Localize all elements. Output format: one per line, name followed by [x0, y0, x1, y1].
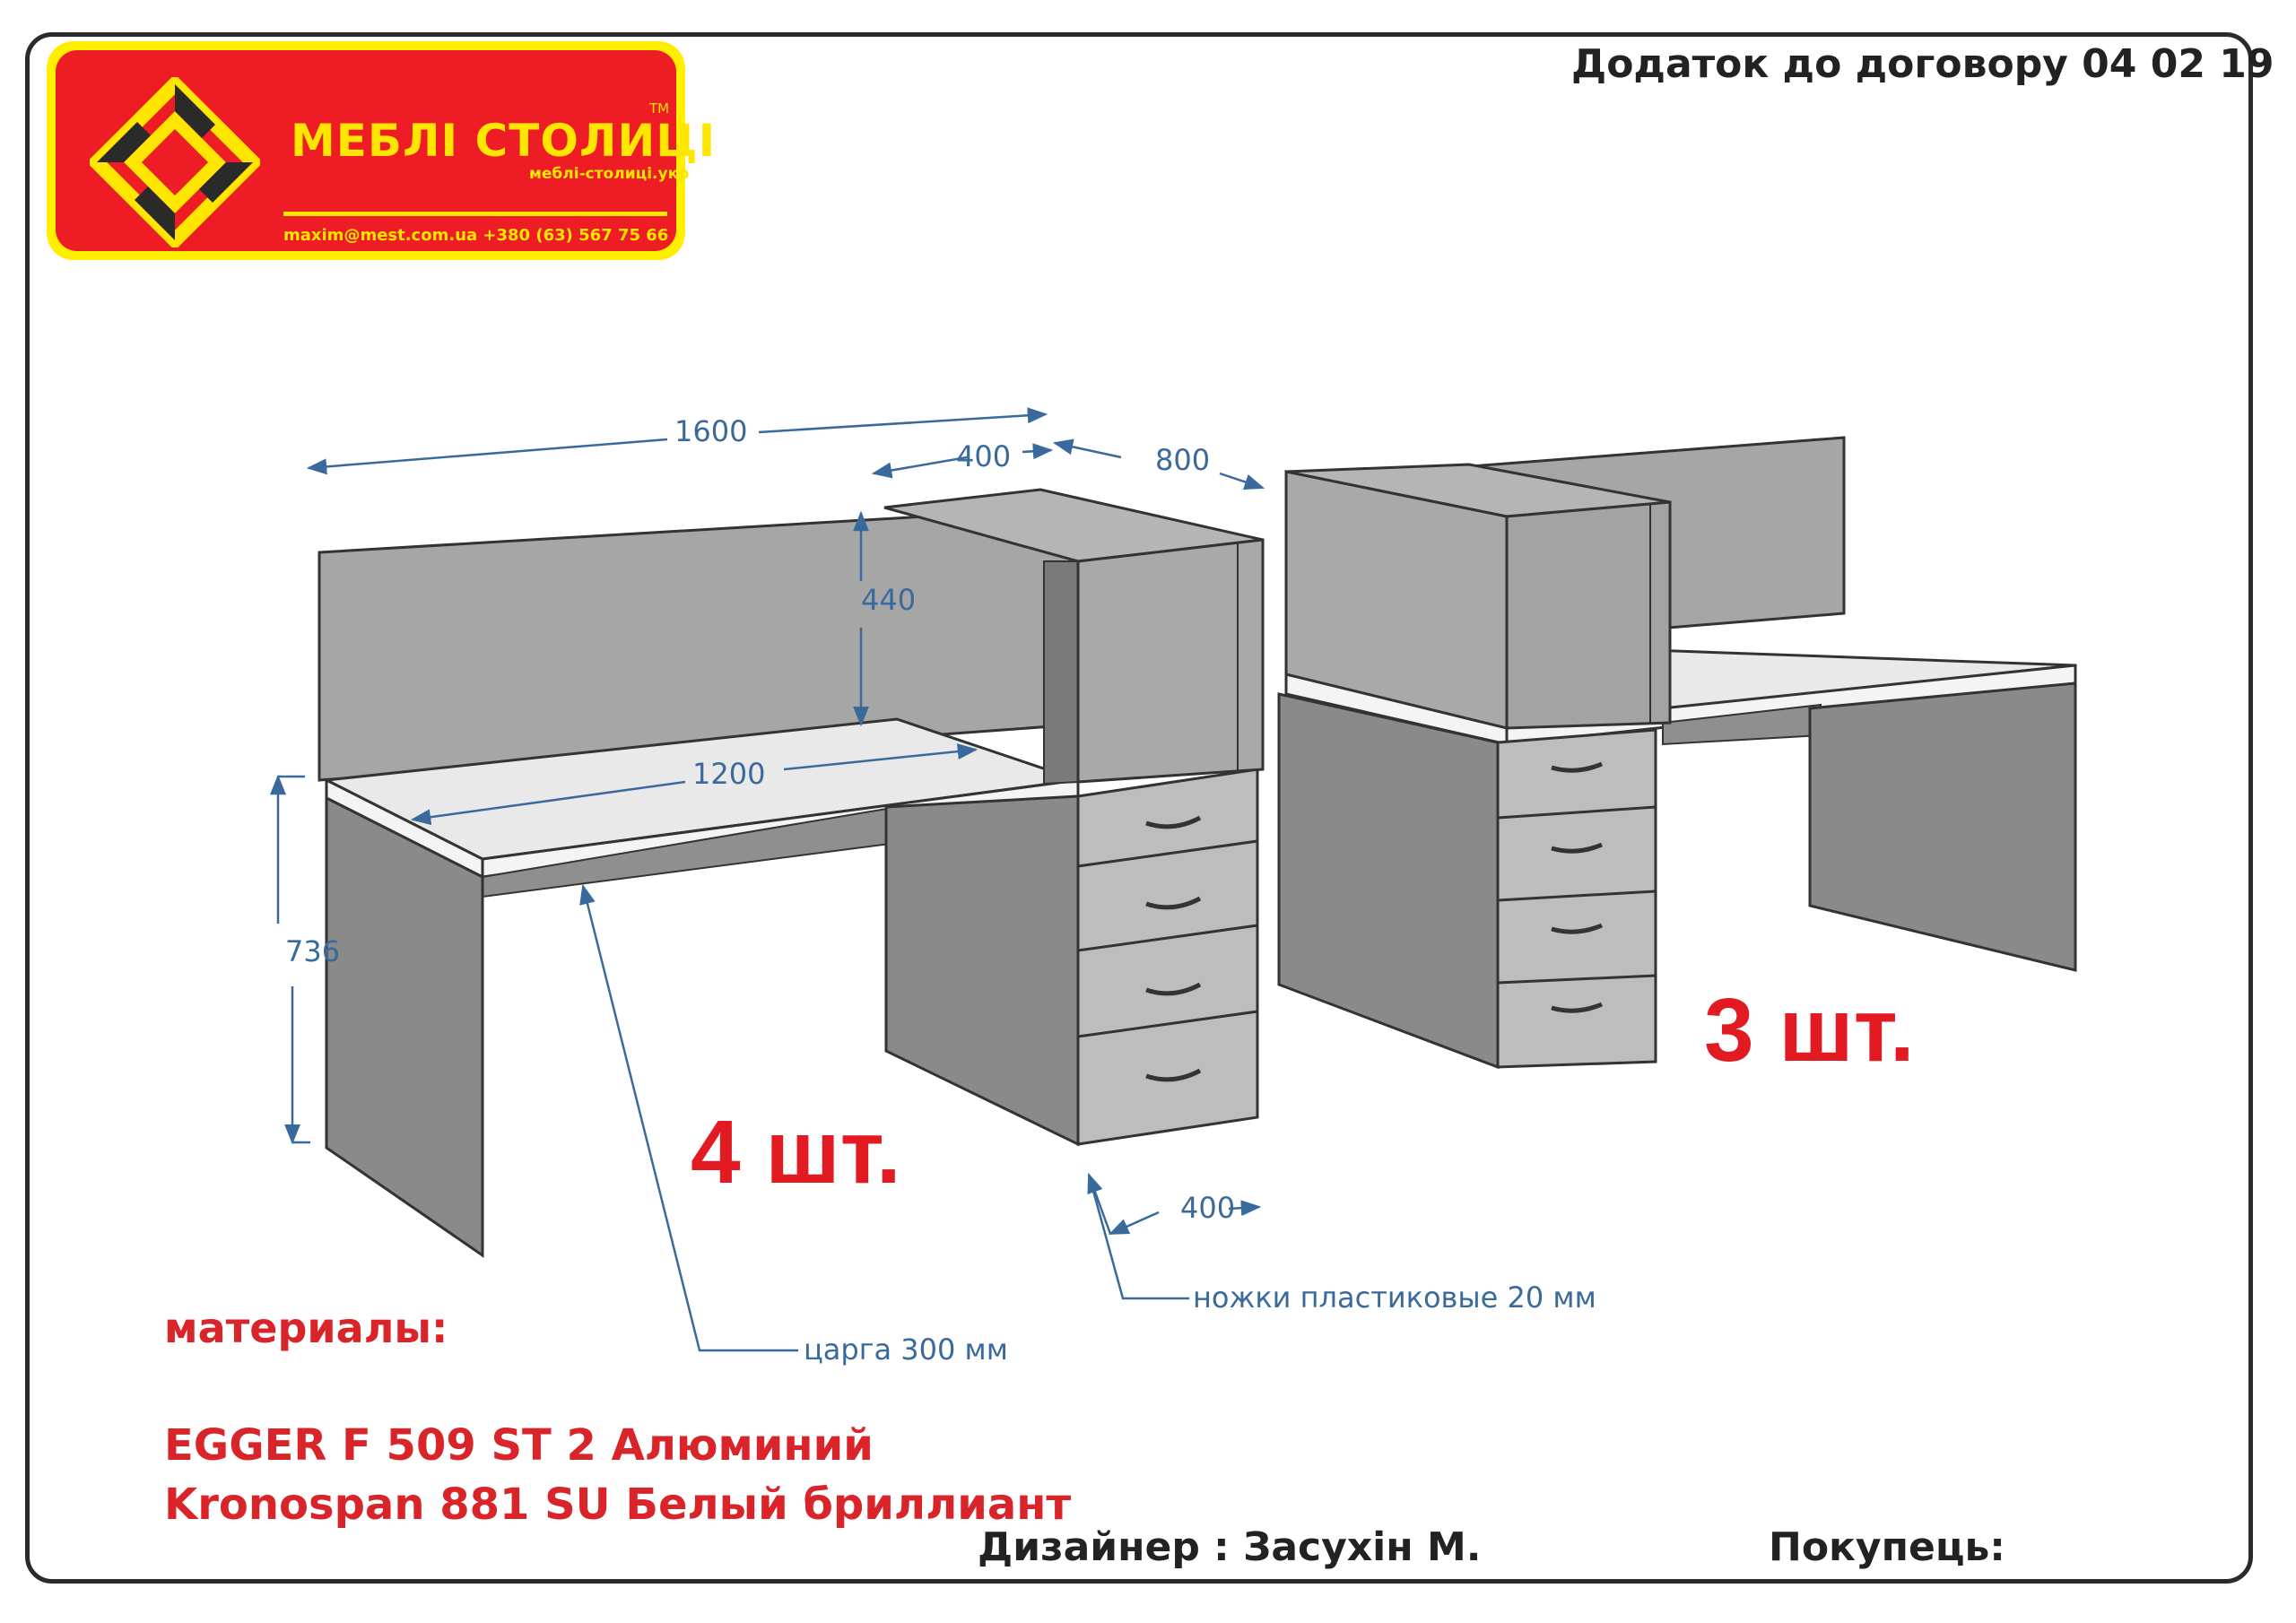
quantity-left-desk: 4 шт. [691, 1102, 901, 1202]
dimension-400-bottom: 400 [1180, 1191, 1236, 1225]
desk-left-leg [326, 798, 483, 1255]
trademark-mark: TM [649, 100, 670, 117]
desk-right-leg [1810, 683, 2075, 970]
quantity-right-desk: 3 шт. [1704, 980, 1915, 1081]
designer-label: Дизайнер : Засухін М. [978, 1524, 1482, 1570]
material-item: EGGER F 509 ST 2 Алюминий [164, 1420, 874, 1471]
dimension-736: 736 [285, 934, 341, 968]
dimension-440: 440 [861, 583, 917, 617]
document-title: Додаток до договору 04 02 19 [1571, 41, 2274, 87]
dimension-1600: 1600 [674, 414, 748, 448]
dimension-800: 800 [1155, 443, 1211, 477]
desk-right-pedestal-side [1279, 694, 1498, 1067]
desk-left-cabinet-front [1078, 540, 1263, 782]
brand-contacts: maxim@mest.com.ua +380 (63) 567 75 66 [283, 226, 669, 245]
buyer-label: Покупець: [1769, 1524, 2005, 1570]
materials-heading: материалы: [164, 1304, 448, 1352]
dimension-1200: 1200 [692, 757, 766, 791]
note-apron: царга 300 мм [804, 1332, 1008, 1367]
desk-left-pedestal-side [886, 796, 1078, 1144]
dimension-400-top: 400 [956, 439, 1012, 473]
desk-right [1279, 438, 2075, 1067]
note-legs: ножки пластиковые 20 мм [1193, 1280, 1596, 1315]
material-item: Kronospan 881 SU Белый бриллиант [164, 1480, 1072, 1530]
brand-name: МЕБЛІ СТОЛИЦІ [291, 115, 717, 167]
brand-website: меблі-столиці.укр [529, 165, 690, 183]
